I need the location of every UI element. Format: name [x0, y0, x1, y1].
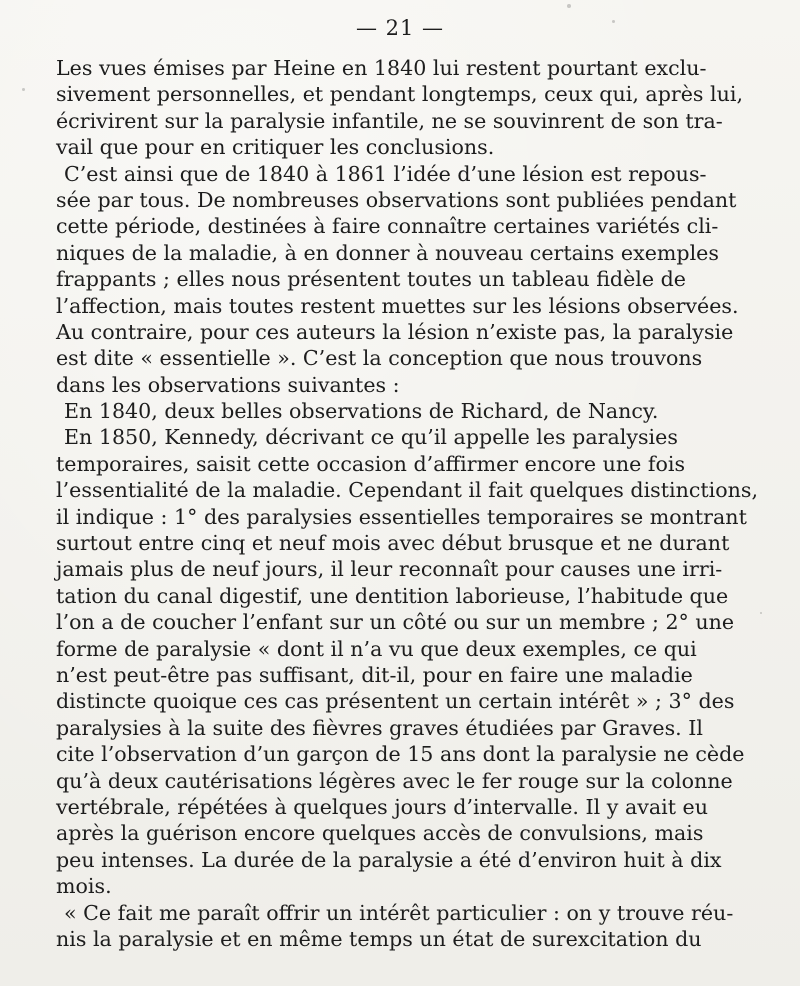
- text-line: l’affection, mais toutes restent muettes sur les lésions observées.: [56, 293, 739, 318]
- text-line: forme de paralysie « dont il n’a vu que deux exemples, ce qui: [56, 636, 697, 661]
- text-line: jamais plus de neuf jours, il leur reconnaît pour causes une irri-: [56, 557, 723, 582]
- paper-speck: [612, 20, 615, 23]
- text-line: frappants ; elles nous présentent toutes un tableau fidèle de: [56, 267, 686, 292]
- paper-speck: [567, 4, 571, 8]
- text-line: sivement personnelles, et pendant longtemps, ceux qui, après lui,: [56, 82, 744, 107]
- text-line: mois.: [56, 874, 112, 899]
- text-line: l’essentialité de la maladie. Cependant il fait quelques distinctions,: [56, 478, 759, 503]
- text-line: En 1840, deux belles observations de Richard, de Nancy.: [64, 399, 659, 424]
- text-line: il indique : 1° des paralysies essentielles temporaires se montrant: [56, 504, 747, 529]
- body-text: [56, 55, 759, 952]
- text-line: paralysies à la suite des fièvres graves étudiées par Graves. Il: [56, 715, 703, 740]
- text-line: l’on a de coucher l’enfant sur un côté ou sur un membre ; 2° une: [56, 610, 735, 635]
- text-line: après la guérison encore quelques accès de convulsions, mais: [56, 821, 704, 846]
- text-line: n’est peut-être pas suffisant, dit-il, pour en faire une maladie: [56, 662, 693, 687]
- text-line: cette période, destinées à faire connaître certaines variétés cli-: [56, 214, 719, 239]
- text-line: dans les observations suivantes :: [56, 372, 400, 397]
- text-line: cite l’observation d’un garçon de 15 ans dont la paralysie ne cède: [56, 742, 745, 767]
- text-line: vail que pour en critiquer les conclusions.: [56, 135, 495, 160]
- text-line: niques de la maladie, à en donner à nouveau certains exemples: [56, 240, 719, 265]
- paper-speck: [760, 612, 762, 614]
- text-line: sée par tous. De nombreuses observations sont publiées pendant: [56, 187, 737, 212]
- text-line: « Ce fait me paraît offrir un intérêt particulier : on y trouve réu-: [64, 900, 734, 925]
- text-line: Au contraire, pour ces auteurs la lésion n’existe pas, la paralysie: [56, 319, 734, 344]
- text-line: nis la paralysie et en même temps un état de surexcitation du: [56, 926, 702, 951]
- text-line: surtout entre cinq et neuf mois avec début brusque et ne durant: [56, 531, 730, 556]
- paper-speck: [22, 88, 25, 91]
- text-line: est dite « essentielle ». C’est la conception que nous trouvons: [56, 346, 703, 371]
- text-line: C’est ainsi que de 1840 à 1861 l’idée d’une lésion est repous-: [64, 161, 707, 186]
- text-line: tation du canal digestif, une dentition laborieuse, l’habitude que: [56, 583, 729, 608]
- text-line: écrivirent sur la paralysie infantile, ne se souvinrent de son tra-: [56, 108, 723, 133]
- text-line: qu’à deux cautérisations légères avec le fer rouge sur la colonne: [56, 768, 733, 793]
- text-line: En 1850, Kennedy, décrivant ce qu’il appelle les paralysies: [64, 425, 678, 450]
- text-line: peu intenses. La durée de la paralysie a été d’environ huit à dix: [56, 847, 722, 872]
- text-line: temporaires, saisit cette occasion d’affirmer encore une fois: [56, 451, 686, 476]
- text-line: vertébrale, répétées à quelques jours d’intervalle. Il y avait eu: [56, 794, 709, 819]
- page-number: — 21 —: [355, 16, 445, 40]
- text-line: Les vues émises par Heine en 1840 lui restent pourtant exclu-: [56, 56, 707, 80]
- text-line: distincte quoique ces cas présentent un certain intérêt » ; 3° des: [56, 689, 735, 714]
